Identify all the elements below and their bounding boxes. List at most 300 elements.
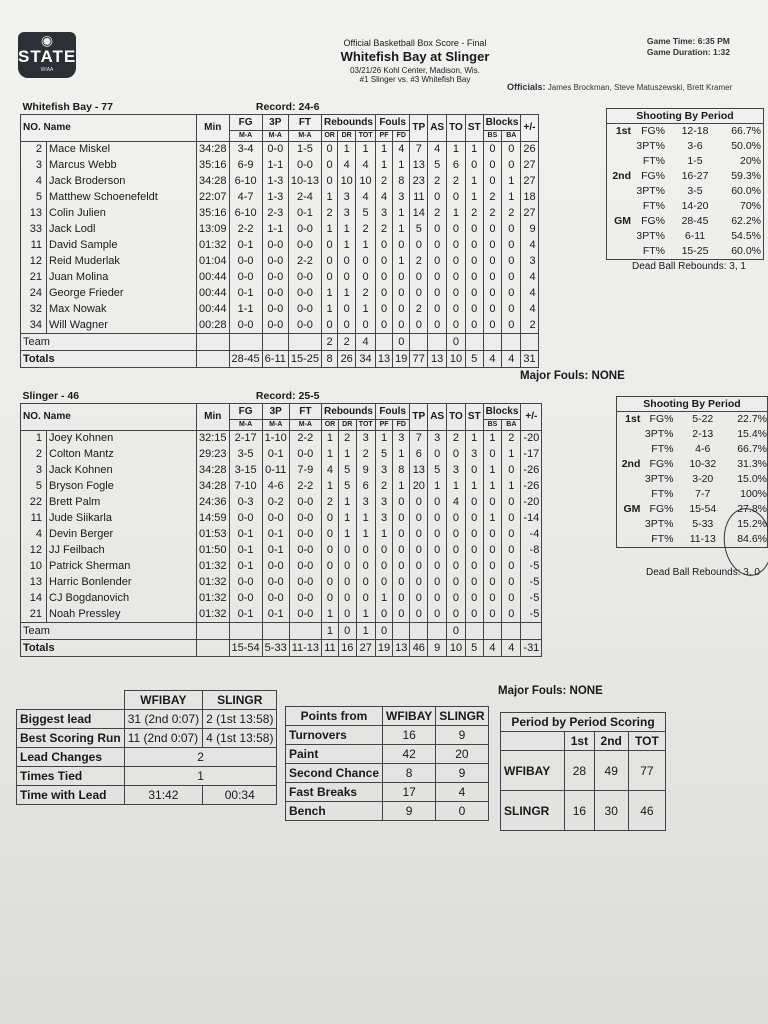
player-stat-to: 0	[447, 301, 466, 317]
player-row	[21, 237, 539, 253]
player-stat-min: 22:07	[197, 189, 230, 205]
team-row-empty-pm	[521, 622, 542, 639]
player-stat-as: 0	[428, 253, 447, 269]
period-score-1st: 16	[565, 791, 594, 831]
player-stat-ba: 0	[502, 317, 521, 333]
player-stat-bs: 0	[483, 526, 502, 542]
lead-header-slingr: SLINGR	[203, 691, 277, 710]
team-row-tot: 1	[356, 622, 375, 639]
team-row-empty-fg	[229, 333, 262, 350]
player-name: Bryson Fogle	[47, 478, 197, 494]
player-stat-or: 1	[322, 189, 338, 205]
player-stat-as: 5	[428, 462, 447, 478]
player-stat-pm: -5	[521, 590, 542, 606]
player-stat-bs: 0	[483, 237, 502, 253]
player-stat-ft: 0-0	[288, 301, 321, 317]
player-row	[21, 542, 542, 558]
player-row	[21, 157, 539, 173]
player-stat-ft: 2-2	[289, 478, 321, 494]
team-row-dr: 0	[338, 622, 356, 639]
shooting-row	[617, 457, 767, 472]
player-stat-bs: 2	[483, 205, 502, 221]
col-min: Min	[197, 114, 230, 141]
player-stat-bs: 1	[483, 462, 502, 478]
shooting-period	[617, 442, 640, 457]
player-stat-to: 0	[447, 285, 466, 301]
player-stat-ba: 2	[502, 430, 521, 446]
game-title: Whitefish Bay at Slinger	[340, 49, 490, 64]
player-stat-tot: 0	[356, 542, 375, 558]
totals-min	[197, 350, 230, 367]
player-stat-pm: -14	[521, 510, 542, 526]
player-stat-pf: 0	[375, 317, 392, 333]
points-value-wfibay: 8	[383, 764, 436, 783]
team-header: Whitefish Bay - 77	[22, 100, 113, 113]
player-row	[21, 221, 539, 237]
logo-subtext: WIAA	[40, 67, 54, 73]
player-stat-pm: -20	[521, 430, 542, 446]
col-fg: FG	[229, 114, 262, 130]
team-row-label: Team	[21, 622, 197, 639]
player-stat-tp3: 0-2	[262, 494, 289, 510]
player-stat-pm: -17	[521, 446, 542, 462]
shooting-stat-label: 3PT%	[636, 185, 665, 197]
player-stat-pf: 0	[375, 285, 392, 301]
player-row	[21, 189, 539, 205]
player-stat-fg: 0-0	[229, 574, 262, 590]
player-stat-pf: 5	[375, 446, 392, 462]
points-label: Fast Breaks	[286, 783, 383, 802]
lead-label: Lead Changes	[17, 748, 125, 767]
player-stat-min: 34:28	[197, 141, 230, 157]
player-stat-pf: 2	[375, 221, 392, 237]
player-stat-tp3: 0-0	[262, 317, 288, 333]
player-stat-as: 0	[428, 221, 447, 237]
player-stat-st: 0	[465, 237, 483, 253]
shooting-percent: 15.4%	[737, 428, 767, 440]
player-stat-min: 00:28	[197, 317, 230, 333]
player-stat-ba: 0	[502, 558, 521, 574]
player-stat-as: 1	[428, 478, 447, 494]
player-name: Will Wagner	[47, 317, 197, 333]
player-stat-pf: 3	[375, 205, 392, 221]
player-stat-ba: 0	[502, 253, 521, 269]
player-stat-fd: 3	[393, 189, 410, 205]
player-name: Jack Lodl	[47, 221, 197, 237]
player-stat-bs: 0	[483, 574, 502, 590]
player-stat-to: 0	[447, 542, 466, 558]
player-stat-fg: 0-3	[229, 494, 262, 510]
player-stat-as: 0	[428, 269, 447, 285]
player-stat-fd: 0	[393, 285, 410, 301]
player-stat-tp: 0	[410, 494, 428, 510]
shooting-stat-label: FT%	[651, 443, 674, 455]
player-stat-min: 13:09	[197, 221, 230, 237]
player-stat-bs: 0	[483, 221, 502, 237]
player-stat-fd: 0	[393, 526, 410, 542]
player-stat-ba: 0	[502, 526, 521, 542]
player-stat-tot: 10	[356, 173, 376, 189]
lead-label: Biggest lead	[17, 710, 125, 729]
player-stat-dr: 3	[338, 189, 356, 205]
player-stat-tp3: 0-0	[262, 269, 288, 285]
player-stat-as: 0	[428, 542, 447, 558]
col-3p: 3P	[262, 403, 289, 419]
col-fouls: Fouls	[375, 403, 410, 419]
player-stat-bs: 0	[483, 590, 502, 606]
player-stat-ba: 1	[502, 478, 521, 494]
col-tp: TP	[410, 114, 428, 141]
team-row-empty-ba	[502, 333, 521, 350]
player-stat-or: 4	[322, 462, 339, 478]
player-stat-ft: 0-0	[288, 237, 321, 253]
shooting-percent: 54.5%	[731, 230, 761, 242]
col-sub-ma: M-A	[229, 130, 262, 141]
totals-ba: 4	[502, 639, 521, 656]
player-stat-or: 0	[322, 526, 339, 542]
col-st: ST	[465, 403, 483, 430]
player-stat-ft: 0-0	[288, 221, 321, 237]
player-number: 14	[21, 590, 47, 606]
player-stat-dr: 2	[338, 430, 356, 446]
box-score-table	[20, 100, 539, 368]
shooting-period: 2nd	[621, 458, 641, 470]
player-stat-to: 0	[447, 253, 466, 269]
player-stat-or: 0	[322, 237, 338, 253]
player-stat-pf: 0	[375, 269, 392, 285]
player-name: George Frieder	[47, 285, 197, 301]
col-sub-fd: FD	[393, 419, 410, 430]
team-row-empty-tp3	[262, 622, 289, 639]
player-stat-st: 1	[465, 141, 483, 157]
player-stat-ft: 0-0	[289, 590, 321, 606]
player-stat-st: 0	[465, 606, 483, 622]
shooting-percent: 50.0%	[731, 140, 761, 152]
player-stat-dr: 1	[338, 494, 356, 510]
player-stat-bs: 0	[483, 141, 502, 157]
col-st: ST	[465, 114, 483, 141]
player-stat-min: 35:16	[197, 205, 230, 221]
player-stat-as: 0	[428, 317, 447, 333]
player-stat-ba: 0	[502, 606, 521, 622]
player-stat-bs: 0	[483, 494, 502, 510]
team-row-empty-ft	[289, 622, 321, 639]
player-stat-to: 3	[447, 462, 466, 478]
shooting-percent: 66.7%	[737, 443, 767, 455]
player-stat-tp3: 0-0	[262, 301, 288, 317]
player-stat-or: 0	[322, 574, 339, 590]
player-stat-tp: 2	[410, 301, 428, 317]
period-score-tot: 46	[628, 791, 665, 831]
player-stat-fd: 1	[393, 446, 410, 462]
player-stat-tp3: 0-0	[262, 590, 289, 606]
player-stat-ft: 0-1	[288, 205, 321, 221]
player-stat-tp3: 0-1	[262, 542, 289, 558]
player-name: Jude Siikarla	[47, 510, 197, 526]
player-number: 21	[21, 269, 47, 285]
player-stat-min: 35:16	[197, 157, 230, 173]
player-name: Marcus Webb	[47, 157, 197, 173]
player-stat-tot: 3	[356, 430, 375, 446]
player-stat-fg: 2-17	[229, 430, 262, 446]
player-stat-fd: 1	[393, 205, 410, 221]
shooting-stat-label: FG%	[641, 125, 665, 137]
shooting-stat-label: FG%	[649, 503, 674, 515]
shooting-made-attempted: 11-13	[689, 533, 716, 545]
col-sub-ma: M-A	[262, 419, 289, 430]
slinger-dead-ball-rebounds: Dead Ball Rebounds: 3, 0	[646, 567, 760, 578]
player-stat-tp3: 1-3	[262, 173, 288, 189]
player-stat-as: 2	[428, 173, 447, 189]
player-name: Patrick Sherman	[47, 558, 197, 574]
team-row-tp	[410, 333, 428, 350]
team-row-tot: 4	[356, 333, 376, 350]
player-stat-pf: 0	[375, 301, 392, 317]
col-to: TO	[447, 114, 466, 141]
team-row-st	[465, 622, 483, 639]
points-value-slingr: 9	[436, 726, 488, 745]
player-stat-fg: 0-0	[229, 510, 262, 526]
shooting-stat-label: 3PT%	[644, 518, 674, 530]
player-stat-st: 0	[465, 285, 483, 301]
player-name: JJ Feilbach	[47, 542, 197, 558]
player-stat-min: 01:32	[197, 606, 230, 622]
player-stat-as: 0	[428, 558, 447, 574]
player-stat-tp: 13	[410, 157, 428, 173]
player-stat-or: 0	[322, 157, 338, 173]
player-stat-tp: 0	[410, 285, 428, 301]
player-stat-fg: 3-4	[229, 141, 262, 157]
player-stat-pf: 1	[375, 590, 392, 606]
player-stat-tp: 0	[410, 317, 428, 333]
shooting-percent: 59.3%	[731, 170, 761, 182]
player-stat-ft: 2-4	[288, 189, 321, 205]
player-number: 5	[21, 189, 47, 205]
slinger-major-fouls: Major Fouls: NONE	[498, 685, 603, 697]
lead-label: Times Tied	[17, 767, 125, 786]
player-stat-tot: 2	[356, 221, 376, 237]
totals-tp3: 5-33	[262, 639, 289, 656]
totals-label: Totals	[21, 350, 197, 367]
player-stat-ft: 0-0	[289, 510, 321, 526]
player-stat-tot: 1	[356, 606, 375, 622]
player-name: Joey Kohnen	[47, 430, 197, 446]
game-header	[270, 38, 560, 84]
player-stat-bs: 2	[483, 189, 502, 205]
player-stat-fd: 0	[393, 542, 410, 558]
shooting-row	[617, 472, 767, 487]
player-stat-fg: 6-10	[229, 205, 262, 221]
shooting-made-attempted: 15-54	[689, 503, 717, 515]
shooting-period	[607, 184, 631, 199]
shooting-made-attempted: 6-11	[684, 230, 706, 242]
period-score-tot: 77	[628, 751, 665, 791]
player-stat-dr: 1	[338, 141, 356, 157]
player-number: 34	[21, 317, 47, 333]
team-row-as	[428, 333, 447, 350]
col-sub-ba: BA	[502, 130, 521, 141]
player-stat-tp3: 1-3	[262, 189, 288, 205]
player-stat-or: 1	[322, 606, 339, 622]
points-value-slingr: 0	[436, 802, 488, 821]
player-stat-or: 1	[322, 301, 338, 317]
col-to: TO	[447, 403, 466, 430]
player-stat-tp: 0	[410, 590, 428, 606]
player-stat-st: 0	[465, 574, 483, 590]
points-label: Second Chance	[286, 764, 383, 783]
player-stat-dr: 3	[338, 205, 356, 221]
player-stat-ba: 0	[502, 141, 521, 157]
col-ft: FT	[288, 114, 321, 130]
shooting-period	[617, 472, 640, 487]
player-stat-st: 0	[465, 301, 483, 317]
player-stat-fg: 0-0	[229, 317, 262, 333]
player-stat-tot: 0	[356, 317, 376, 333]
col-sub-tot: TOT	[356, 130, 376, 141]
totals-dr: 26	[338, 350, 356, 367]
totals-dr: 16	[338, 639, 356, 656]
player-number: 24	[21, 285, 47, 301]
team-row-empty-ba	[502, 622, 521, 639]
player-stat-min: 24:36	[197, 494, 230, 510]
player-stat-fg: 0-1	[229, 606, 262, 622]
player-stat-pm: -5	[521, 574, 542, 590]
shooting-percent: 60.0%	[731, 185, 761, 197]
player-stat-dr: 0	[338, 269, 356, 285]
team-row-or: 1	[322, 622, 339, 639]
player-stat-or: 1	[322, 478, 339, 494]
lead-value-slingr: 4 (1st 13:58)	[203, 729, 277, 748]
player-stat-pf: 3	[375, 494, 392, 510]
totals-pf: 19	[375, 639, 392, 656]
player-row	[21, 478, 542, 494]
player-stat-tp3: 4-6	[262, 478, 289, 494]
player-stat-min: 01:32	[197, 574, 230, 590]
totals-tp3: 6-11	[262, 350, 288, 367]
player-name: Devin Berger	[47, 526, 197, 542]
player-stat-tp: 7	[410, 141, 428, 157]
shooting-percent: 20%	[739, 155, 761, 167]
player-stat-min: 14:59	[197, 510, 230, 526]
shooting-made-attempted: 1-5	[687, 155, 703, 167]
player-stat-tp3: 2-3	[262, 205, 288, 221]
player-stat-fd: 0	[393, 269, 410, 285]
player-stat-dr: 0	[338, 253, 356, 269]
points-value-wfibay: 9	[383, 802, 436, 821]
totals-or: 8	[322, 350, 338, 367]
player-stat-pm: 3	[521, 253, 538, 269]
lead-value-wfibay: 11 (2nd 0:07)	[124, 729, 202, 748]
player-stat-to: 1	[447, 205, 466, 221]
player-number: 11	[21, 510, 47, 526]
totals-pm: 31	[521, 350, 538, 367]
player-stat-tp3: 0-0	[262, 237, 288, 253]
player-stat-fg: 0-1	[229, 542, 262, 558]
player-stat-dr: 4	[338, 157, 356, 173]
player-stat-ft: 0-0	[289, 606, 321, 622]
player-name: Max Nowak	[47, 301, 197, 317]
shooting-stat-label: FG%	[649, 458, 674, 470]
team-row-st	[465, 333, 483, 350]
totals-as: 9	[428, 639, 447, 656]
player-stat-pm: 18	[521, 189, 538, 205]
player-stat-bs: 0	[483, 157, 502, 173]
shooting-period: 2nd	[612, 170, 631, 182]
player-stat-tot: 1	[356, 301, 376, 317]
shooting-period	[617, 427, 640, 442]
player-row	[21, 269, 539, 285]
player-name: Jack Broderson	[47, 173, 197, 189]
totals-pf: 13	[375, 350, 392, 367]
player-name: CJ Bogdanovich	[47, 590, 197, 606]
points-label: Paint	[286, 745, 383, 764]
player-stat-st: 0	[465, 157, 483, 173]
player-stat-tp: 0	[410, 510, 428, 526]
player-stat-tp3: 1-1	[262, 157, 288, 173]
lead-value-wfibay: 31:42	[124, 786, 202, 805]
period-scoring-title: Period by Period Scoring	[501, 713, 666, 732]
player-stat-tp: 0	[410, 542, 428, 558]
player-number: 3	[21, 157, 47, 173]
player-stat-tp: 23	[410, 173, 428, 189]
totals-to: 10	[447, 639, 466, 656]
shooting-percent: 100%	[740, 488, 767, 500]
player-stat-pf: 0	[375, 253, 392, 269]
totals-as: 13	[428, 350, 447, 367]
player-stat-st: 0	[465, 558, 483, 574]
points-header-wfibay: WFIBAY	[383, 707, 436, 726]
player-name: Colton Mantz	[47, 446, 197, 462]
player-stat-tp3: 0-0	[262, 253, 288, 269]
player-stat-ba: 0	[502, 462, 521, 478]
player-stat-to: 1	[447, 141, 466, 157]
player-stat-tp: 7	[410, 430, 428, 446]
totals-st: 5	[465, 350, 483, 367]
shooting-percent: 84.6%	[737, 533, 767, 545]
player-stat-to: 0	[447, 574, 466, 590]
player-stat-pm: -5	[521, 558, 542, 574]
player-stat-tp: 0	[410, 574, 428, 590]
team-row-empty-pm	[521, 333, 538, 350]
player-stat-to: 2	[447, 430, 466, 446]
player-stat-as: 4	[428, 141, 447, 157]
player-stat-tp: 0	[410, 237, 428, 253]
player-stat-ba: 1	[502, 173, 521, 189]
player-row	[21, 301, 539, 317]
col-sub-ma: M-A	[289, 419, 321, 430]
box-score-table	[20, 389, 542, 657]
player-stat-dr: 0	[338, 558, 356, 574]
player-stat-ba: 0	[502, 542, 521, 558]
totals-tot: 34	[356, 350, 376, 367]
shooting-made-attempted: 5-22	[692, 413, 714, 425]
shooting-stat-label: FG%	[641, 170, 665, 182]
col-sub-ma: M-A	[288, 130, 321, 141]
player-stat-dr: 0	[338, 317, 356, 333]
totals-bs: 4	[483, 639, 502, 656]
player-row	[21, 606, 542, 622]
shooting-row	[617, 487, 767, 502]
player-stat-as: 0	[428, 301, 447, 317]
player-stat-ba: 0	[502, 221, 521, 237]
team-row-tp	[410, 622, 428, 639]
player-stat-fg: 3-5	[229, 446, 262, 462]
player-number: 1	[21, 430, 47, 446]
player-row	[21, 494, 542, 510]
player-stat-tot: 3	[356, 494, 375, 510]
player-stat-st: 0	[465, 526, 483, 542]
player-stat-bs: 0	[483, 558, 502, 574]
